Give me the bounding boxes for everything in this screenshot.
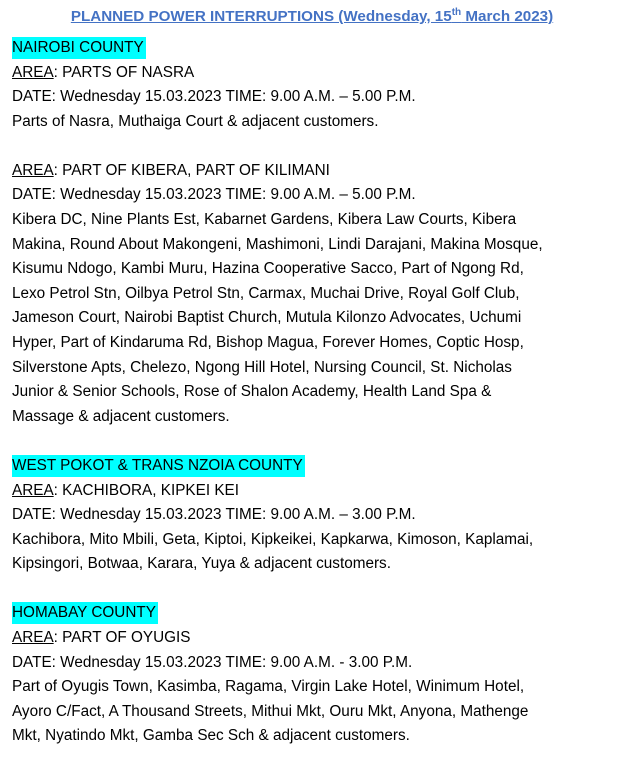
- affected-areas-line: Part of Oyugis Town, Kasimba, Ragama, Virgin Lake Hotel, Winimum Hotel,: [12, 678, 525, 696]
- area-label: AREA: [12, 628, 54, 646]
- affected-areas-line: Kipsingori, Botwaa, Karara, Yuya & adjacent customers.: [12, 555, 391, 573]
- affected-areas-line: Junior & Senior Schools, Rose of Shalon Academy, Health Land Spa &: [12, 383, 492, 401]
- title-text: PLANNED POWER INTERRUPTIONS (Wednesday, 15: [70, 8, 452, 25]
- area-line: [12, 479, 612, 504]
- affected-areas-line: Kachibora, Mito Mbili, Geta, Kiptoi, Kipkeikei, Kapkarwa, Kimoson, Kaplamai,: [12, 530, 534, 548]
- section: [12, 159, 612, 430]
- area-line: [12, 626, 612, 651]
- date-time-line: DATE: Wednesday 15.03.2023 TIME: 9.00 A.M. – 3.00 P.M.: [12, 506, 416, 524]
- affected-areas-line: Kibera DC, Nine Plants Est, Kabarnet Gardens, Kibera Law Courts, Kibera: [12, 211, 517, 229]
- area-value: : PART OF KIBERA, PART OF KILIMANI: [53, 161, 330, 179]
- affected-areas-line: Kisumu Ndogo, Kambi Muru, Hazina Cooperative Sacco, Part of Ngong Rd,: [12, 260, 524, 278]
- affected-areas-line: Jameson Court, Nairobi Baptist Church, Mutula Kilonzo Advocates, Uchumi: [12, 309, 522, 327]
- area-value: : KACHIBORA, KIPKEI KEI: [53, 481, 239, 499]
- area-value: : PARTS OF NASRA: [53, 63, 195, 81]
- area-label: AREA: [12, 481, 54, 499]
- county-heading: [12, 36, 612, 61]
- title-superscript: th: [451, 6, 462, 18]
- county-name: HOMABAY COUNTY: [12, 602, 158, 624]
- county-heading: [12, 601, 612, 626]
- affected-areas-line: Mkt, Nyatindo Mkt, Gamba Sec Sch & adjacent customers.: [12, 727, 410, 745]
- affected-areas-line: Makina, Round About Makongeni, Mashimoni, Lindi Darajani, Makina Mosque,: [12, 235, 543, 253]
- county-name: NAIROBI COUNTY: [12, 37, 146, 59]
- affected-areas-line: Ayoro C/Fact, A Thousand Streets, Mithui Mkt, Ouru Mkt, Anyona, Mathenge: [12, 702, 529, 720]
- affected-areas-line: Massage & adjacent customers.: [12, 407, 230, 425]
- area-label: AREA: [12, 161, 54, 179]
- affected-areas-line: Hyper, Part of Kindaruma Rd, Bishop Magua, Forever Homes, Coptic Hosp,: [12, 334, 524, 352]
- area-label: AREA: [12, 63, 54, 81]
- date-time-line: DATE: Wednesday 15.03.2023 TIME: 9.00 A.M. – 5.00 P.M.: [12, 186, 416, 204]
- section: [12, 36, 612, 134]
- section: [12, 601, 612, 749]
- affected-areas-line: Silverstone Apts, Chelezo, Ngong Hill Hotel, Nursing Council, St. Nicholas: [12, 358, 512, 376]
- affected-areas-line: Parts of Nasra, Muthaiga Court & adjacent customers.: [12, 112, 379, 130]
- title-text-end: March 2023): [461, 8, 554, 25]
- date-time-line: DATE: Wednesday 15.03.2023 TIME: 9.00 A.M. – 5.00 P.M.: [12, 88, 416, 106]
- area-value: : PART OF OYUGIS: [53, 628, 191, 646]
- county-name: WEST POKOT & TRANS NZOIA COUNTY: [12, 455, 305, 477]
- county-heading: [12, 454, 612, 479]
- sections-container: [12, 36, 612, 749]
- area-line: [12, 61, 612, 86]
- date-time-line: DATE: Wednesday 15.03.2023 TIME: 9.00 A.M. - 3.00 P.M.: [12, 653, 413, 671]
- affected-areas-line: Lexo Petrol Stn, Oilbya Petrol Stn, Carmax, Muchai Drive, Royal Golf Club,: [12, 284, 520, 302]
- area-line: [12, 159, 612, 184]
- page-title: [12, 6, 612, 28]
- section: [12, 454, 612, 577]
